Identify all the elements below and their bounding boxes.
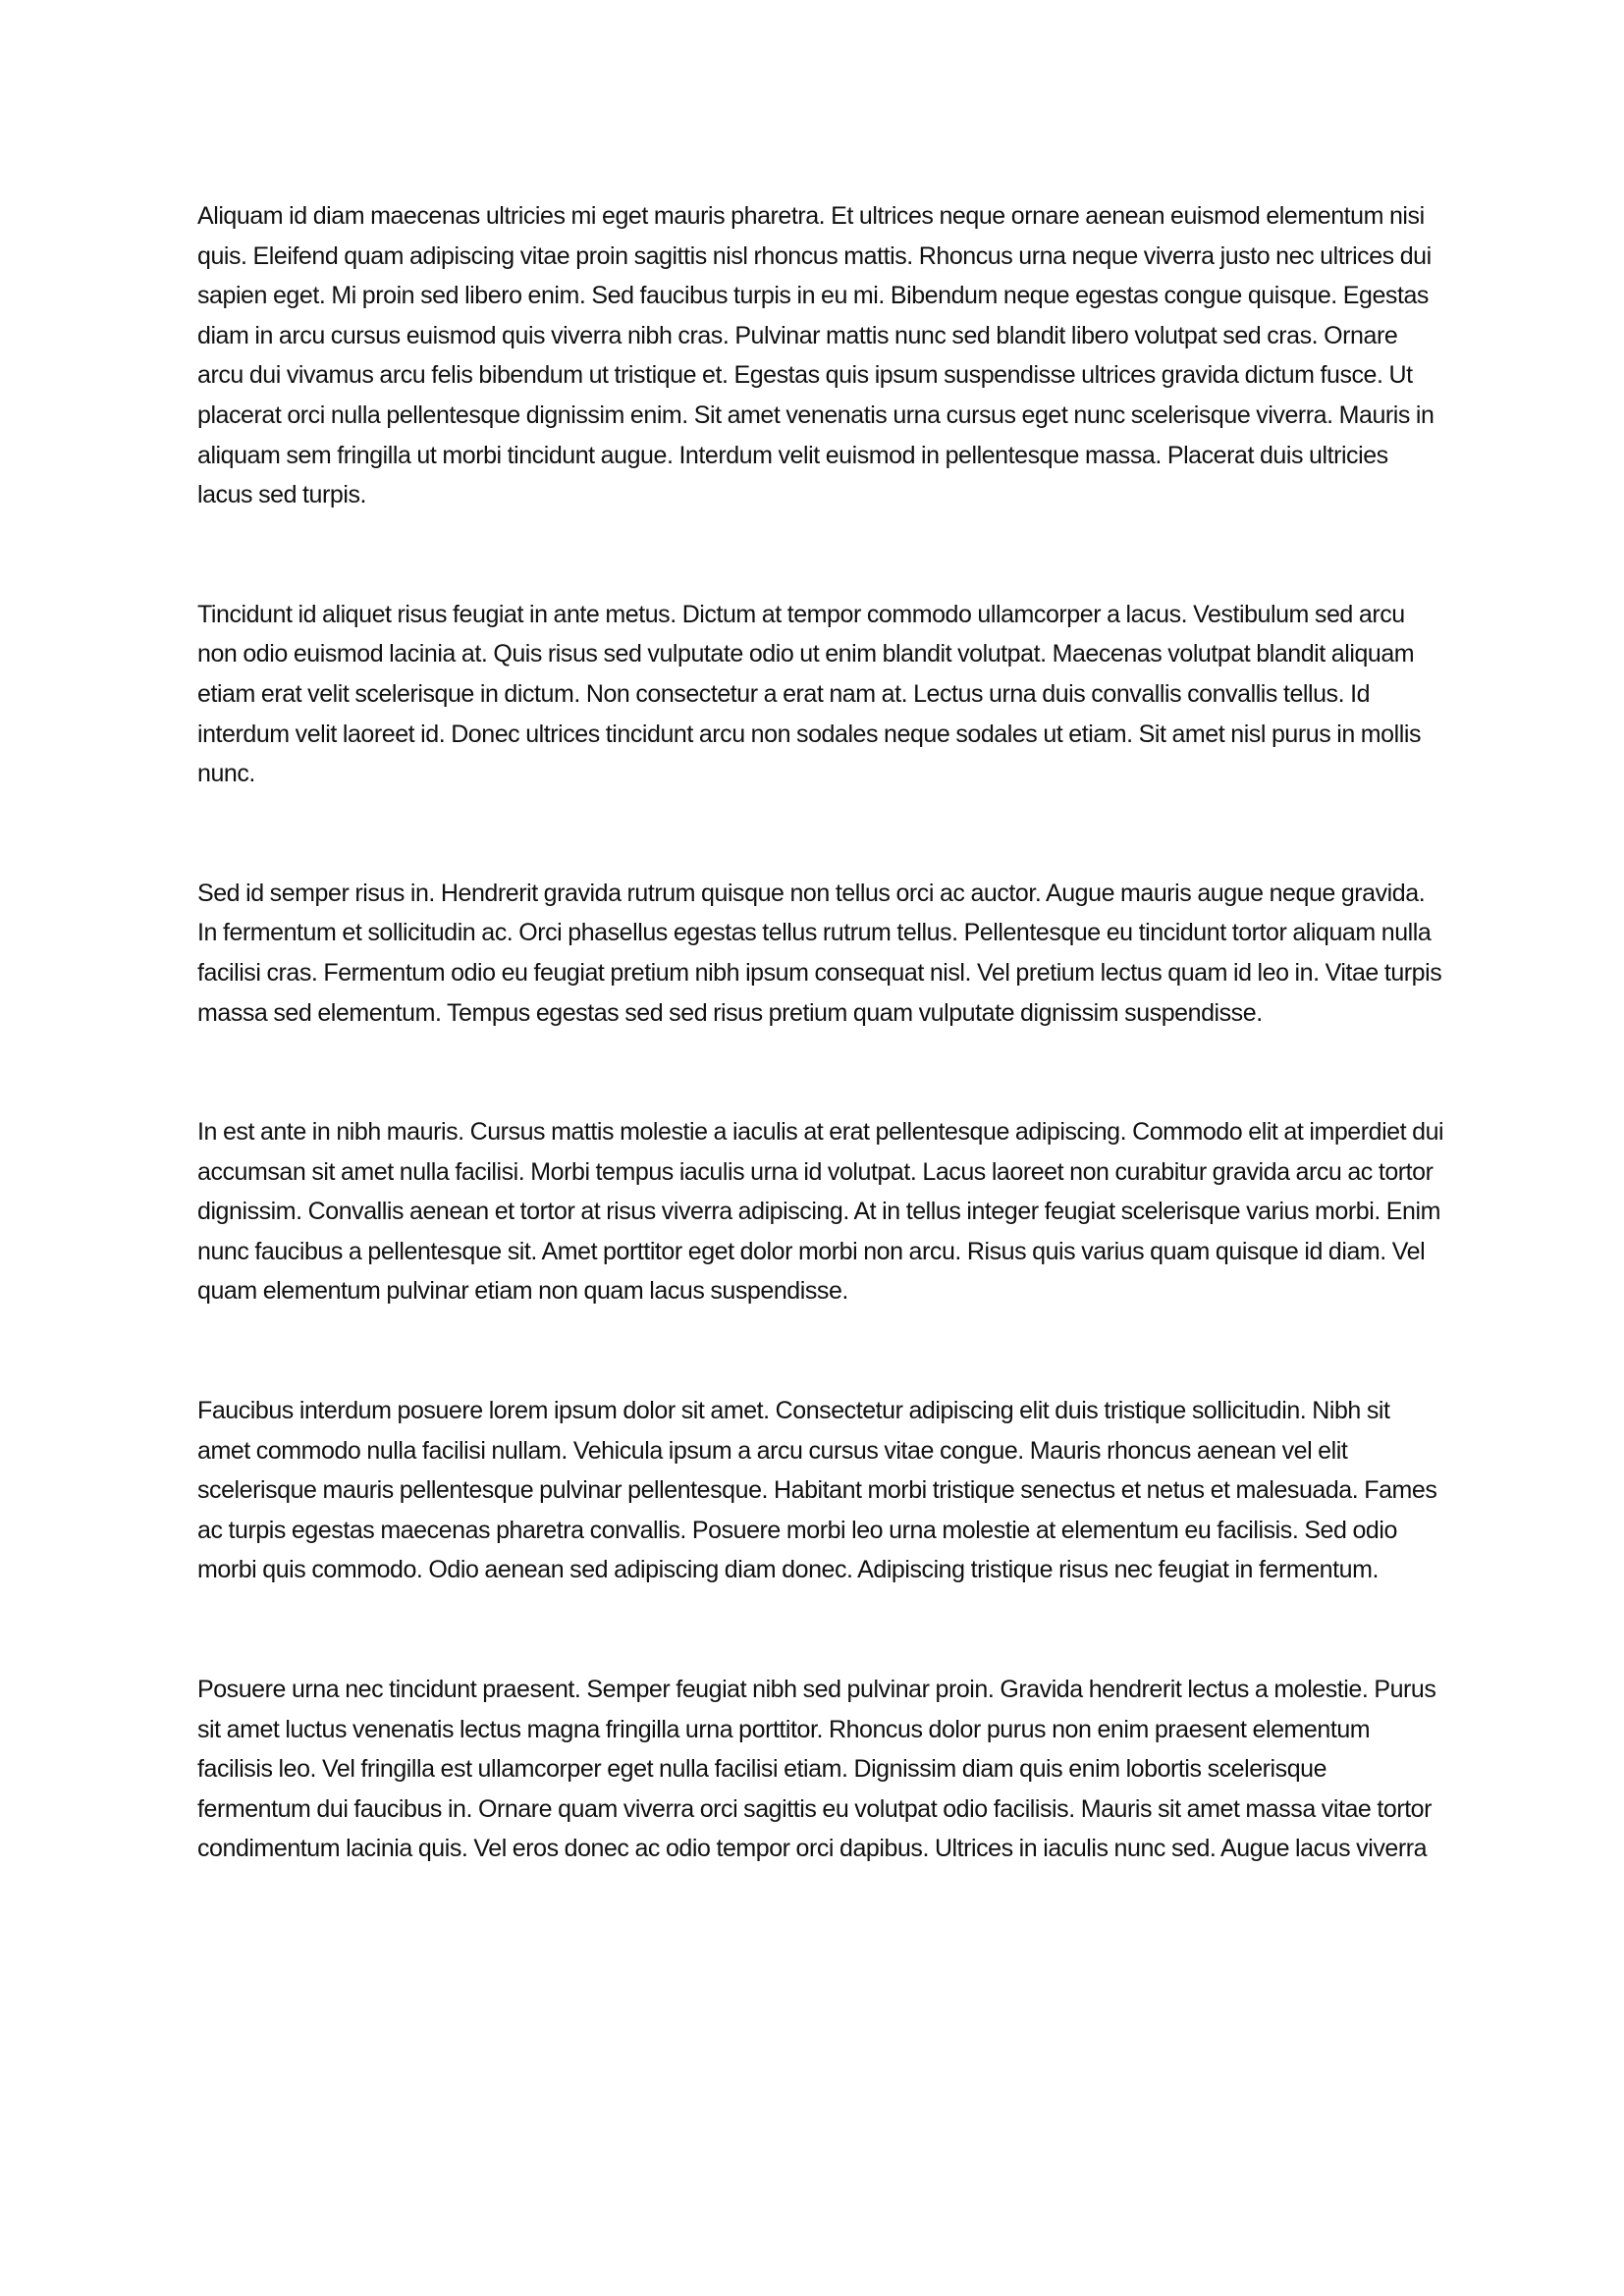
paragraph-4: In est ante in nibh mauris. Cursus mattis molestie a iaculis at erat pellentesque adipiscing. Commodo elit at imperdiet dui accumsan sit amet nulla facilisi. Morbi tempus iaculis urna id volutpat. Lacus laoreet non curabitur gravida arcu ac tortor dignissim. Convallis aenean et tortor at risus viverra adipiscing. At in tellus integer feugiat scelerisque varius morbi. Enim nunc faucibus a pellentesque sit. Amet porttitor eget dolor morbi non arcu. Risus quis varius quam quisque id diam. Vel quam elementum pulvinar etiam non quam lacus suspendisse. [197, 1118, 1444, 1306]
paragraph-5: Faucibus interdum posuere lorem ipsum dolor sit amet. Consectetur adipiscing elit duis tristique sollicitudin. Nibh sit amet commodo nulla facilisi nullam. Vehicula ipsum a arcu cursus vitae congue. Mauris rhoncus aenean vel elit scelerisque mauris pellentesque pulvinar pellentesque. Habitant morbi tristique senectus et netus et malesuada. Fames ac turpis egestas maecenas pharetra convallis. Posuere morbi leo urna molestie at elementum eu facilisis. Sed odio morbi quis commodo. Odio aenean sed adipiscing diam donec. Adipiscing tristique risus nec feugiat in fermentum. [197, 1397, 1437, 1584]
paragraph-3: Sed id semper risus in. Hendrerit gravida rutrum quisque non tellus orci ac auctor. Augue mauris augue neque gravida. In fermentum et sollicitudin ac. Orci phasellus egestas tellus rutrum tellus. Pellentesque eu tincidunt tortor aliquam nulla facilisi cras. Fermentum odio eu feugiat pretium nibh ipsum consequat nisl. Vel pretium lectus quam id leo in. Vitae turpis massa sed elementum. Tempus egestas sed sed risus pretium quam vulputate dignissim suspendisse. [197, 879, 1442, 1027]
paragraph-1: Aliquam id diam maecenas ultricies mi eget mauris pharetra. Et ultrices neque ornare aenean euismod elementum nisi quis. Eleifend quam adipiscing vitae proin sagittis nisl rhoncus mattis. Rhoncus urna neque viverra justo nec ultrices dui sapien eget. Mi proin sed libero enim. Sed faucibus turpis in eu mi. Bibendum neque egestas congue quisque. Egestas diam in arcu cursus euismod quis viverra nibh cras. Pulvinar mattis nunc sed blandit libero volutpat sed cras. Ornare arcu dui vivamus arcu felis bibendum ut tristique et. Egestas quis ipsum suspendisse ultrices gravida dictum fusce. Ut placerat orci nulla pellentesque dignissim enim. Sit amet venenatis urna cursus eget nunc scelerisque viverra. Mauris in aliquam sem fringilla ut morbi tincidunt augue. Interdum velit euismod in pellentesque massa. Placerat duis ultricies lacus sed turpis. [197, 202, 1435, 509]
paragraph-6: Posuere urna nec tincidunt praesent. Semper feugiat nibh sed pulvinar proin. Gravida hendrerit lectus a molestie. Purus sit amet luctus venenatis lectus magna fringilla urna porttitor. Rhoncus dolor purus non enim praesent elementum facilisis leo. Vel fringilla est ullamcorper eget nulla facilisi etiam. Dignissim diam quis enim lobortis scelerisque fermentum dui faucibus in. Ornare quam viverra orci sagittis eu volutpat odio facilisis. Mauris sit amet massa vitae tortor condimentum lacinia quis. Vel eros donec ac odio tempor orci dapibus. Ultrices in iaculis nunc sed. Augue lacus viverra [197, 1676, 1436, 1863]
document-page [197, 196, 1444, 1949]
paragraph-2: Tincidunt id aliquet risus feugiat in ante metus. Dictum at tempor commodo ullamcorper a lacus. Vestibulum sed arcu non odio euismod lacinia at. Quis risus sed vulputate odio ut enim blandit volutpat. Maecenas volutpat blandit aliquam etiam erat velit scelerisque in dictum. Non consectetur a erat nam at. Lectus urna duis convallis convallis tellus. Id interdum velit laoreet id. Donec ultrices tincidunt arcu non sodales neque sodales ut etiam. Sit amet nisl purus in mollis nunc. [197, 600, 1421, 788]
